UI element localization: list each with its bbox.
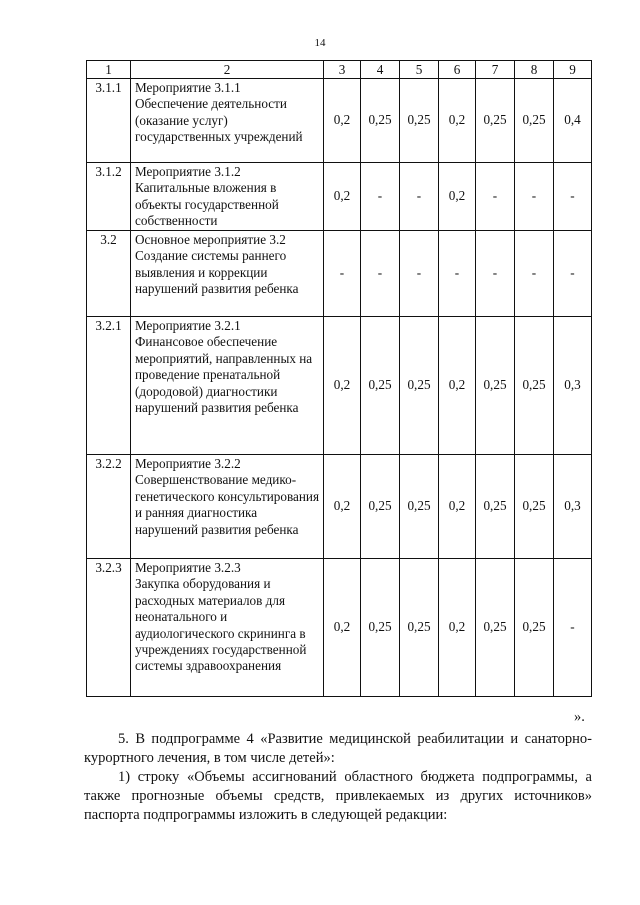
table-cell: 0,25 <box>400 317 439 455</box>
column-header: 3 <box>324 61 361 79</box>
table-cell: 0,2 <box>439 559 476 697</box>
table-cell: 0,25 <box>400 559 439 697</box>
table-cell: - <box>554 163 592 231</box>
row-description: Создание системы раннего выявления и коррекции нарушений развития ребенка <box>135 248 299 297</box>
row-description: Обеспечение деятельности (оказание услуг) государственных учреждений <box>135 96 303 145</box>
row-code: 3.1.2 <box>87 163 131 231</box>
table-cell: - <box>400 163 439 231</box>
column-header: 6 <box>439 61 476 79</box>
row-description: Финансовое обеспечение мероприятий, направленных на проведение пренатальной (дородовой) диагностики нарушений развития ребенка <box>135 334 313 416</box>
table-cell: - <box>554 559 592 697</box>
row-code: 3.2 <box>87 231 131 317</box>
table-cell: - <box>476 163 515 231</box>
table-cell: - <box>515 231 554 317</box>
row-description: Совершенствование медико-генетического консультирования и ранняя диагностика нарушений развития ребенка <box>135 472 320 537</box>
row-title: Мероприятие 3.2.1 <box>135 318 241 333</box>
row-code: 3.2.2 <box>87 455 131 559</box>
page-number: 14 <box>314 37 326 49</box>
table-cell: 0,25 <box>476 317 515 455</box>
row-code: 3.2.3 <box>87 559 131 697</box>
table-cell: 0,2 <box>324 455 361 559</box>
column-header: 8 <box>515 61 554 79</box>
table-cell: - <box>554 231 592 317</box>
table-cell: 0,25 <box>361 455 400 559</box>
indicators-table <box>86 60 592 697</box>
table-cell: 0,3 <box>554 455 592 559</box>
table-row <box>87 317 592 455</box>
row-name <box>131 231 324 317</box>
table-cell: - <box>361 231 400 317</box>
table-cell: 0,25 <box>400 79 439 163</box>
table-cell: 0,3 <box>554 317 592 455</box>
column-header: 5 <box>400 61 439 79</box>
row-name <box>131 79 324 163</box>
table-cell: 0,2 <box>324 559 361 697</box>
table-cell: - <box>515 163 554 231</box>
table-row <box>87 163 592 231</box>
row-description: Закупка оборудования и расходных материалов для неонатального и аудиологического скрининга в учреждениях государственной системы здравоохранения <box>135 576 307 674</box>
table-cell: - <box>324 231 361 317</box>
table-cell: 0,2 <box>439 79 476 163</box>
table-cell: 0,25 <box>476 79 515 163</box>
column-header: 2 <box>131 61 324 79</box>
table-row <box>87 79 592 163</box>
row-title: Основное мероприятие 3.2 <box>135 232 286 247</box>
table-cell: 0,25 <box>400 455 439 559</box>
row-name <box>131 559 324 697</box>
table-cell: 0,2 <box>439 455 476 559</box>
table-cell: 0,25 <box>361 79 400 163</box>
table-row <box>87 455 592 559</box>
paragraph-item-5: 5. В подпрограмме 4 «Развитие медицинской реабилитации и санаторно-курортного лечения, в том числе детей»: <box>84 731 592 766</box>
table-cell: 0,2 <box>439 163 476 231</box>
row-name <box>131 163 324 231</box>
table-cell: 0,2 <box>324 79 361 163</box>
table-cell: 0,4 <box>554 79 592 163</box>
table-cell: 0,25 <box>515 559 554 697</box>
row-title: Мероприятие 3.1.2 <box>135 164 241 179</box>
table-cell: 0,25 <box>476 455 515 559</box>
row-title: Мероприятие 3.2.2 <box>135 456 241 471</box>
row-title: Мероприятие 3.1.1 <box>135 80 241 95</box>
table-row <box>87 559 592 697</box>
table-cell: - <box>400 231 439 317</box>
table-cell: - <box>439 231 476 317</box>
column-header: 4 <box>361 61 400 79</box>
paragraph-subitem-1: 1) строку «Объемы ассигнований областного бюджета подпрограммы, а также прогнозные объемы средств, привлекаемых из других источников» паспорта подпрограммы изложить в следующей редакции: <box>84 769 592 823</box>
column-header: 9 <box>554 61 592 79</box>
table-header-row <box>87 61 592 79</box>
row-name <box>131 317 324 455</box>
closing-quote: ». <box>574 709 585 725</box>
column-header: 7 <box>476 61 515 79</box>
row-code: 3.2.1 <box>87 317 131 455</box>
row-title: Мероприятие 3.2.3 <box>135 560 241 575</box>
table-cell: 0,25 <box>515 455 554 559</box>
table-cell: - <box>361 163 400 231</box>
table-cell: 0,25 <box>515 79 554 163</box>
table-cell: 0,2 <box>324 317 361 455</box>
table-cell: 0,25 <box>361 559 400 697</box>
table-cell: 0,2 <box>324 163 361 231</box>
table-row <box>87 231 592 317</box>
table-cell: - <box>476 231 515 317</box>
table-cell: 0,2 <box>439 317 476 455</box>
row-code: 3.1.1 <box>87 79 131 163</box>
table-cell: 0,25 <box>476 559 515 697</box>
row-description: Капитальные вложения в объекты государственной собственности <box>135 180 279 229</box>
row-name <box>131 455 324 559</box>
table-cell: 0,25 <box>515 317 554 455</box>
table-cell: 0,25 <box>361 317 400 455</box>
column-header: 1 <box>87 61 131 79</box>
